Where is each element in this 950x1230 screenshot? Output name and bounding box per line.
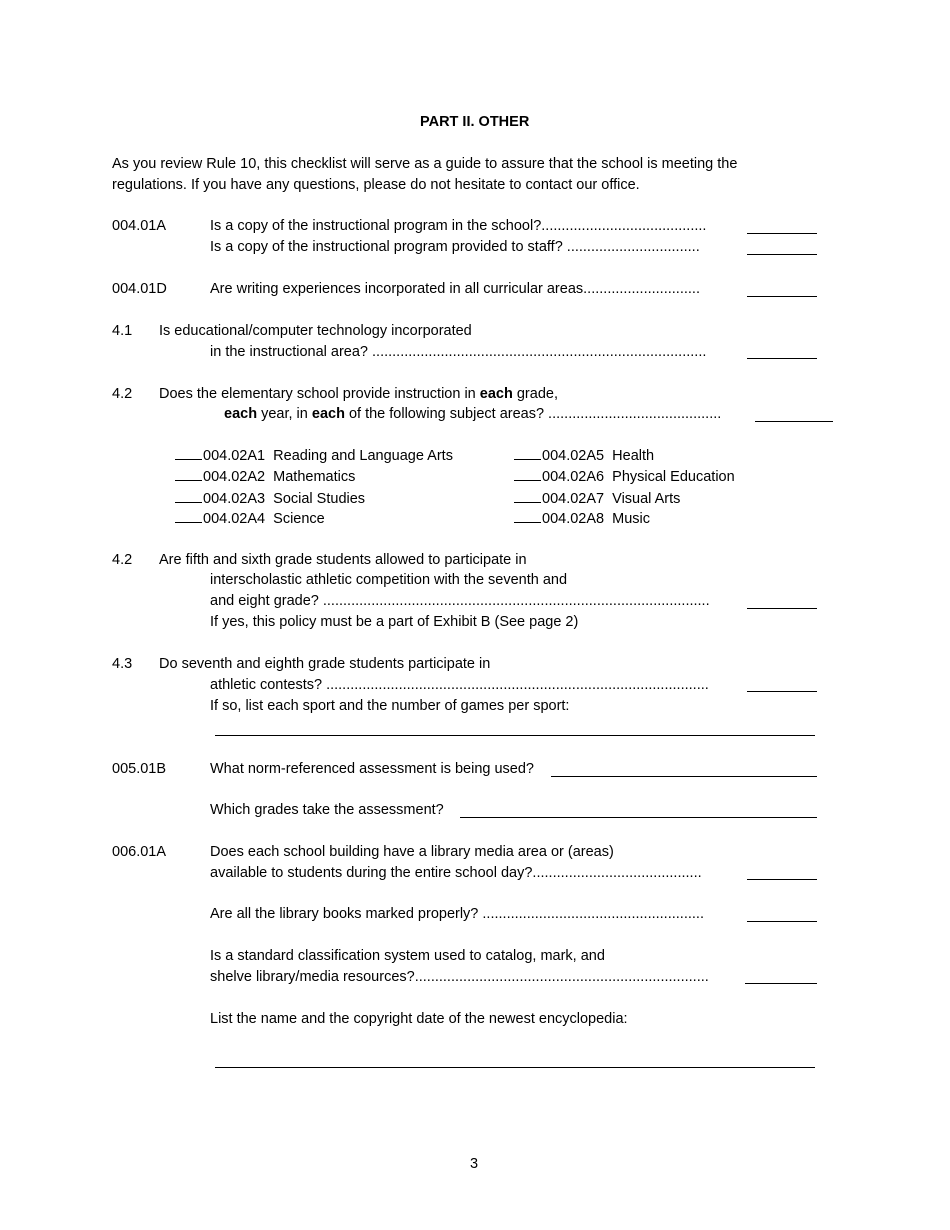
subject-item[interactable]	[514, 445, 654, 466]
checkbox-blank[interactable]	[514, 508, 541, 523]
question-text: Is a standard classification system used to catalog, mark, and	[210, 948, 605, 964]
subject-code: 004.02A5	[542, 448, 605, 464]
subject-name: Music	[612, 511, 651, 527]
item-code: 4.1	[112, 323, 133, 339]
answer-blank[interactable]	[747, 921, 817, 922]
checkbox-blank[interactable]	[175, 466, 202, 481]
answer-blank[interactable]	[747, 358, 817, 359]
checkbox-blank[interactable]	[514, 488, 541, 503]
sports-answer-line[interactable]	[215, 735, 815, 736]
question-text: Is educational/computer technology incorporated	[159, 323, 472, 339]
emphasis: each	[479, 386, 513, 402]
question-text: Are all the library books marked properly? .......................................................	[210, 906, 704, 922]
item-code: 004.01A	[112, 218, 167, 234]
subject-code: 004.02A2	[203, 469, 266, 485]
subject-item[interactable]	[514, 488, 680, 509]
subject-name: Mathematics	[273, 469, 356, 485]
answer-blank[interactable]	[747, 691, 817, 692]
question-text: What norm-referenced assessment is being used?	[210, 761, 534, 777]
answer-blank[interactable]	[747, 608, 817, 609]
grades-answer-line[interactable]	[460, 817, 817, 818]
checkbox-blank[interactable]	[514, 466, 541, 481]
subject-code: 004.02A8	[542, 511, 605, 527]
answer-blank[interactable]	[747, 296, 817, 297]
question-text	[224, 404, 746, 424]
emphasis: each	[224, 406, 258, 422]
page-number: 3	[470, 1156, 479, 1172]
question-text: available to students during the entire school day?..........................................	[210, 865, 702, 881]
subject-name: Social Studies	[273, 491, 366, 507]
subject-code: 004.02A7	[542, 491, 605, 507]
question-text: in the instructional area? ...................................................................................	[210, 344, 707, 360]
subject-name: Science	[273, 511, 325, 527]
subject-item[interactable]	[175, 466, 355, 487]
item-code: 4.3	[112, 656, 133, 672]
text-part: Does the elementary school provide instruction in	[159, 386, 480, 402]
text-part: year, in	[257, 406, 312, 422]
question-text	[159, 384, 558, 404]
item-code: 004.01D	[112, 281, 167, 297]
checkbox-blank[interactable]	[175, 488, 202, 503]
question-text: Are writing experiences incorporated in all curricular areas.............................	[210, 281, 700, 297]
question-text: and eight grade? ................................................................................................	[210, 593, 710, 609]
text-part: grade,	[512, 386, 558, 402]
question-text: Is a copy of the instructional program in the school?.........................................	[210, 218, 707, 234]
answer-blank[interactable]	[755, 421, 833, 422]
subject-item[interactable]	[175, 508, 325, 529]
item-code: 005.01B	[112, 761, 167, 777]
answer-blank[interactable]	[747, 254, 817, 255]
question-text: shelve library/media resources?.........................................................................	[210, 969, 709, 985]
question-text: Are fifth and sixth grade students allowed to participate in	[159, 552, 527, 568]
page-title: PART II. OTHER	[420, 114, 530, 130]
item-code: 006.01A	[112, 844, 167, 860]
answer-blank[interactable]	[745, 983, 817, 984]
question-text: athletic contests? ...............................................................................................	[210, 677, 709, 693]
subject-item[interactable]	[514, 508, 650, 529]
subject-item[interactable]	[175, 445, 453, 466]
item-code: 4.2	[112, 386, 133, 402]
subject-code: 004.02A3	[203, 491, 266, 507]
encyclopedia-answer-line[interactable]	[215, 1067, 815, 1068]
subject-name: Reading and Language Arts	[273, 448, 453, 464]
intro-line-2: regulations. If you have any questions, please do not hesitate to contact our office.	[112, 177, 640, 193]
emphasis: each	[311, 406, 345, 422]
subject-code: 004.02A1	[203, 448, 266, 464]
note-text: If yes, this policy must be a part of Exhibit B (See page 2)	[210, 614, 579, 630]
subject-name: Physical Education	[612, 469, 735, 485]
checkbox-blank[interactable]	[175, 508, 202, 523]
subject-code: 004.02A4	[203, 511, 266, 527]
answer-blank[interactable]	[747, 879, 817, 880]
subject-name: Health	[612, 448, 655, 464]
subject-item[interactable]	[175, 488, 365, 509]
assessment-answer-line[interactable]	[551, 776, 817, 777]
question-text: Does each school building have a library media area or (areas)	[210, 844, 614, 860]
subject-name: Visual Arts	[612, 491, 681, 507]
question-text: Is a copy of the instructional program provided to staff? .................................	[210, 239, 700, 255]
subject-code: 004.02A6	[542, 469, 605, 485]
checkbox-blank[interactable]	[175, 445, 202, 460]
item-code: 4.2	[112, 552, 133, 568]
text-part: of the following subject areas? ...........................................	[344, 406, 722, 422]
question-text: List the name and the copyright date of the newest encyclopedia:	[210, 1011, 628, 1027]
question-text: If so, list each sport and the number of games per sport:	[210, 698, 570, 714]
subject-item[interactable]	[514, 466, 735, 487]
intro-line-1: As you review Rule 10, this checklist will serve as a guide to assure that the school is meeting the	[112, 156, 738, 172]
checkbox-blank[interactable]	[514, 445, 541, 460]
question-text: interscholastic athletic competition with the seventh and	[210, 572, 568, 588]
question-text: Which grades take the assessment?	[210, 802, 444, 818]
answer-blank[interactable]	[747, 233, 817, 234]
question-text: Do seventh and eighth grade students participate in	[159, 656, 491, 672]
